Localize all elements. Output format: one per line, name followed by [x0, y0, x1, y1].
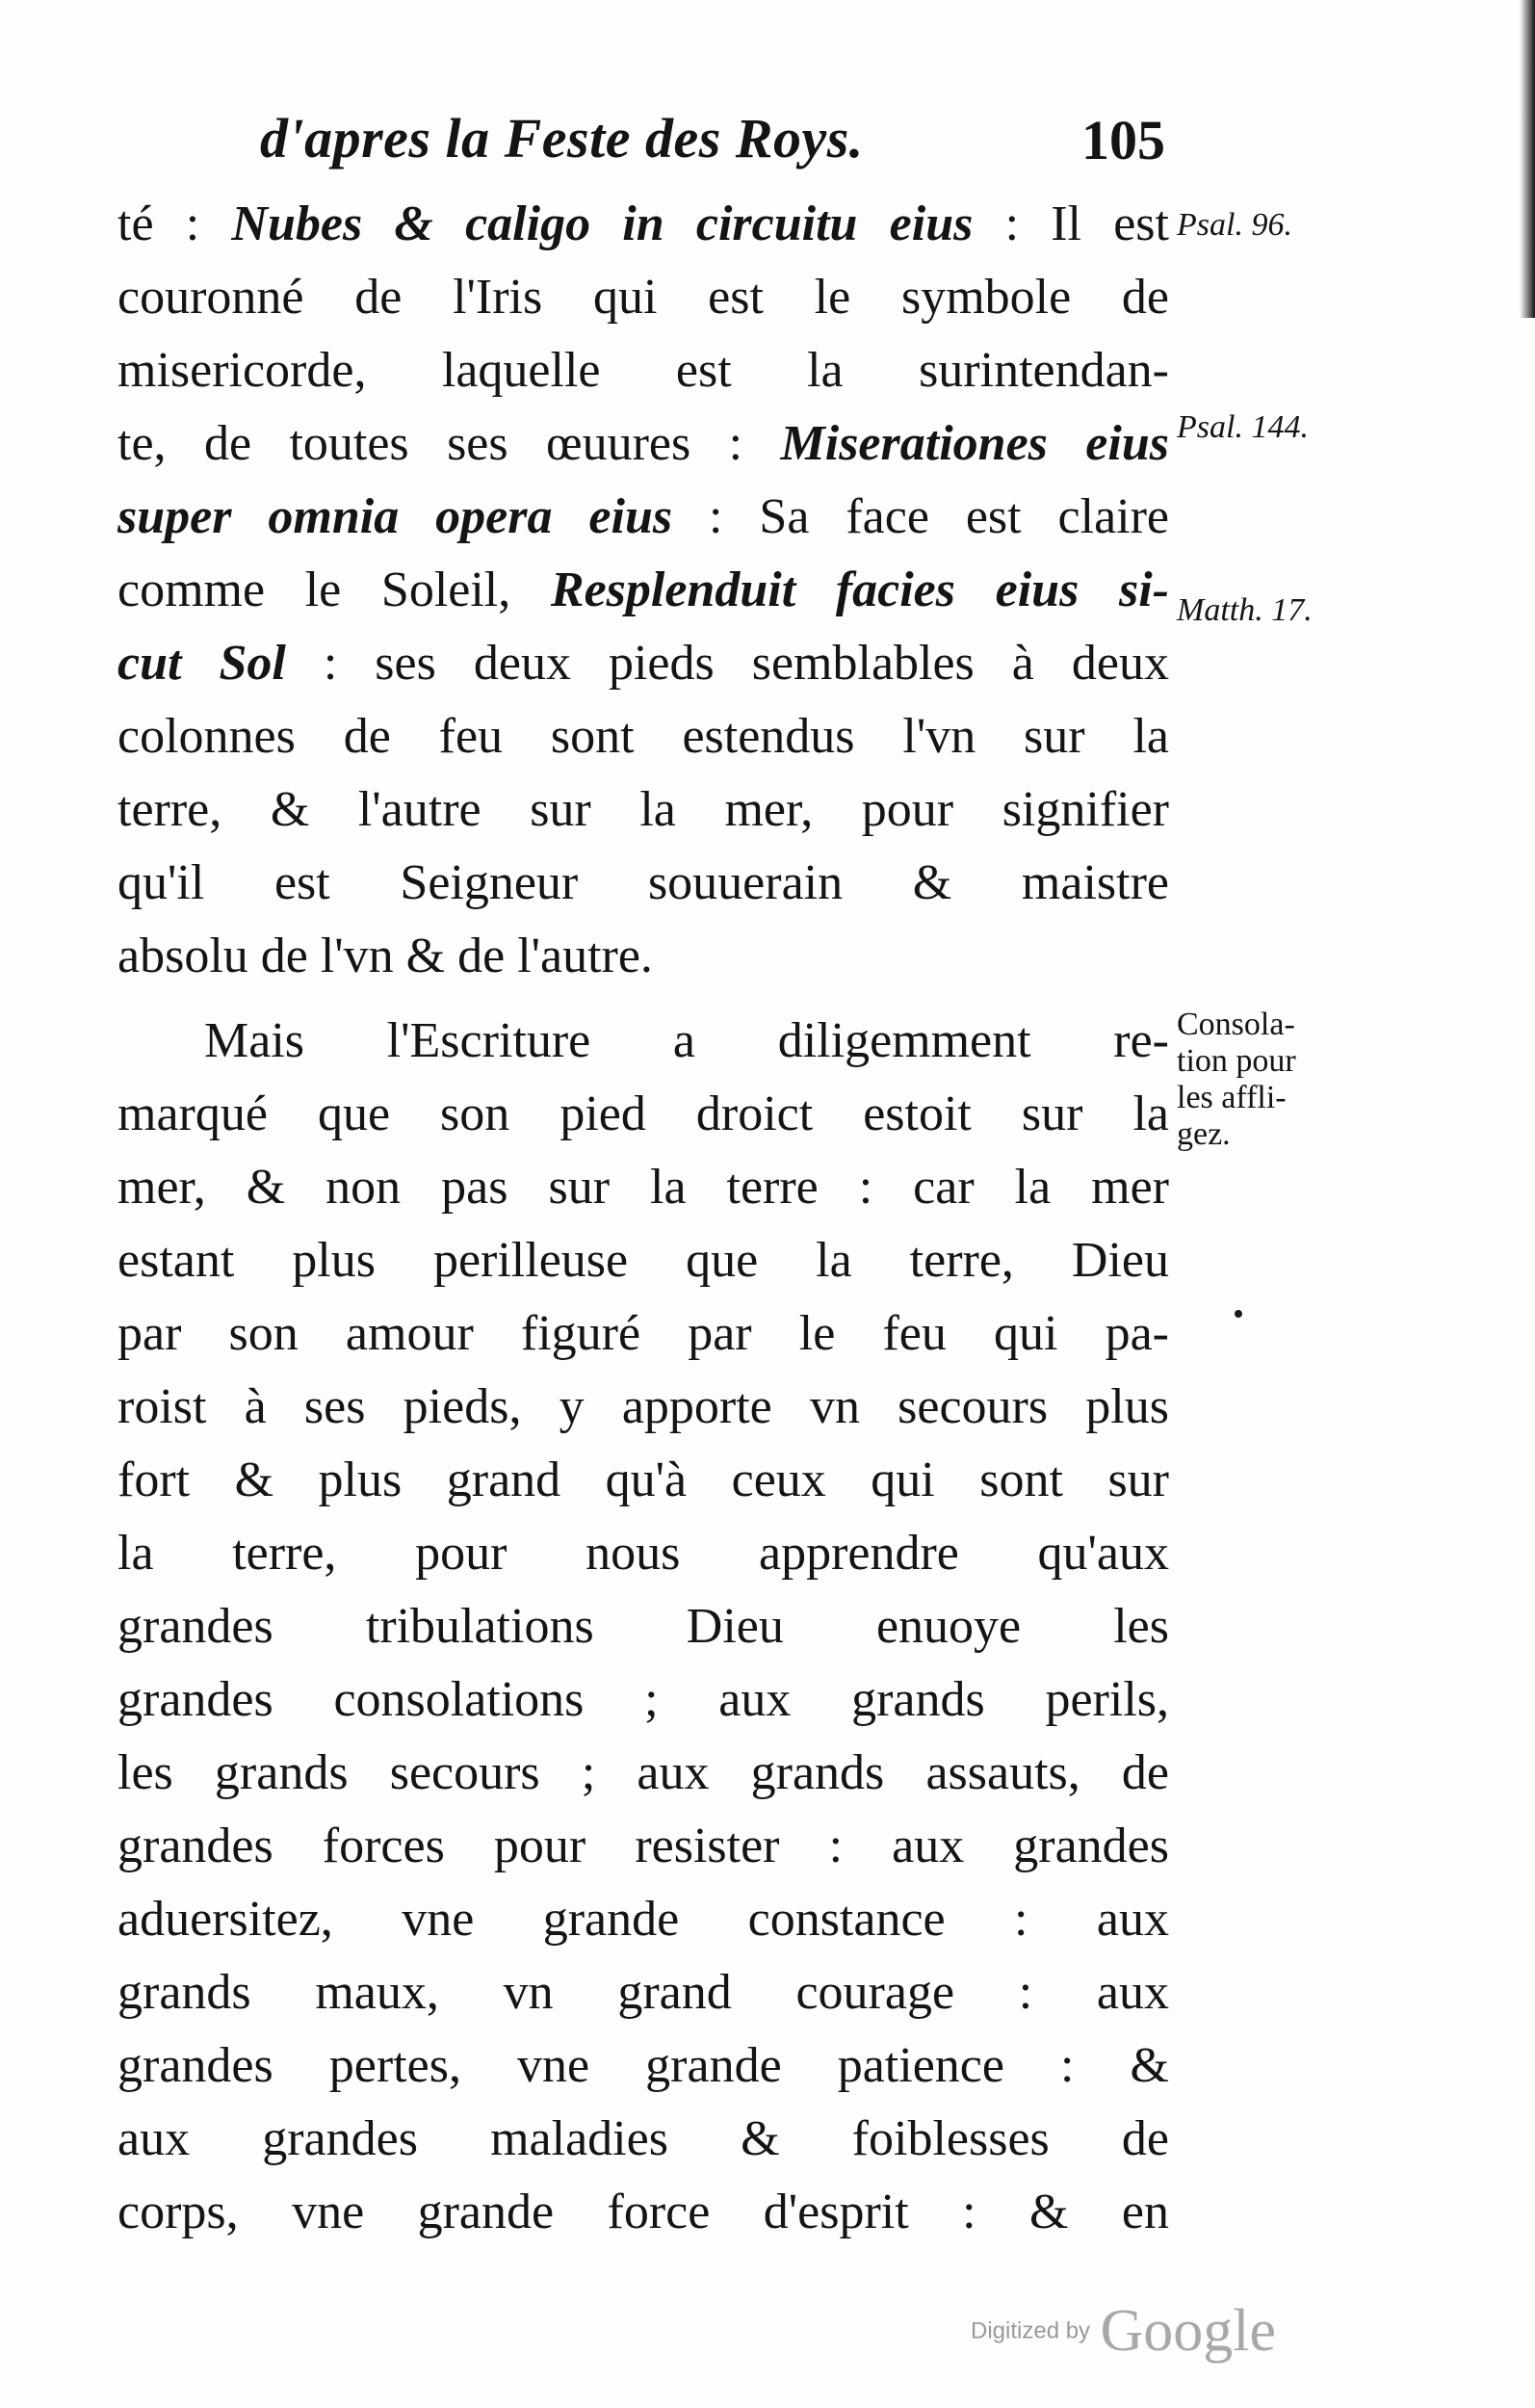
text-line: te, de toutes ses œuures : Miserationes eius — [117, 416, 1169, 471]
text-line: colonnes de feu sont estendus l'vn sur la — [117, 709, 1169, 764]
text-line: les grands secours ; aux grands assauts, de — [117, 1745, 1169, 1800]
text-line: té : Nubes & caligo in circuitu eius : Il est — [117, 196, 1169, 251]
margin-note-matth-17: Matth. 17. — [1177, 592, 1313, 628]
text-line: terre, & l'autre sur la mer, pour signifier — [117, 782, 1169, 837]
page-number: 105 — [1081, 109, 1165, 171]
text-line: grands maux, vn grand courage : aux — [117, 1965, 1169, 2020]
text-line: cut Sol : ses deux pieds semblables à deux — [117, 636, 1169, 691]
text-line: grandes consolations ; aux grands perils, — [117, 1672, 1169, 1727]
margin-note-psal-96: Psal. 96. — [1177, 207, 1292, 243]
text-line: mer, & non pas sur la terre : car la mer — [117, 1160, 1169, 1215]
text-line: comme le Soleil, Resplenduit facies eius si- — [117, 563, 1169, 617]
text-line: par son amour figuré par le feu qui pa- — [117, 1306, 1169, 1361]
text-line: marqué que son pied droict estoit sur la — [117, 1086, 1169, 1141]
digitized-watermark — [971, 2297, 1276, 2366]
page-edge-shadow — [1520, 0, 1535, 318]
text-line: aduersitez, vne grande constance : aux — [117, 1892, 1169, 1947]
text-line: fort & plus grand qu'à ceux qui sont sur — [117, 1453, 1169, 1507]
google-logo: Google — [1100, 2298, 1277, 2364]
margin-note-line: les affli- — [1177, 1080, 1287, 1115]
body-text — [117, 188, 1169, 2249]
running-title: d'apres la Feste des Roys. — [260, 107, 864, 170]
margin-note-line: gez. — [1177, 1116, 1231, 1152]
text-line: Mais l'Escriture a diligemment re- — [204, 1013, 1169, 1068]
ink-dot — [1235, 1310, 1242, 1318]
text-line: misericorde, laquelle est la surintendan- — [117, 343, 1169, 398]
text-line: qu'il est Seigneur souuerain & maistre — [117, 855, 1169, 910]
page-header — [193, 106, 1165, 183]
text-line: estant plus perilleuse que la terre, Dieu — [117, 1233, 1169, 1288]
text-line: grandes forces pour resister : aux grandes — [117, 1819, 1169, 1873]
text-line: absolu de l'vn & de l'autre. — [117, 929, 653, 983]
text-line: couronné de l'Iris qui est le symbole de — [117, 270, 1169, 325]
text-line: super omnia opera eius : Sa face est claire — [117, 489, 1169, 544]
margin-note-consolation — [1177, 1007, 1296, 1153]
text-line: aux grandes maladies & foiblesses de — [117, 2111, 1169, 2166]
text-line: roist à ses pieds, y apporte vn secours plus — [117, 1379, 1169, 1434]
text-line: grandes pertes, vne grande patience : & — [117, 2038, 1169, 2093]
digitized-label: Digitized by — [971, 2317, 1091, 2344]
margin-note-line: tion pour — [1177, 1043, 1296, 1079]
margin-note-line: Consola- — [1177, 1007, 1295, 1042]
text-line: corps, vne grande force d'esprit : & en — [117, 2185, 1169, 2239]
margin-note-psal-144: Psal. 144. — [1177, 409, 1309, 445]
text-line: la terre, pour nous apprendre qu'aux — [117, 1526, 1169, 1581]
text-line: grandes tribulations Dieu enuoye les — [117, 1599, 1169, 1654]
